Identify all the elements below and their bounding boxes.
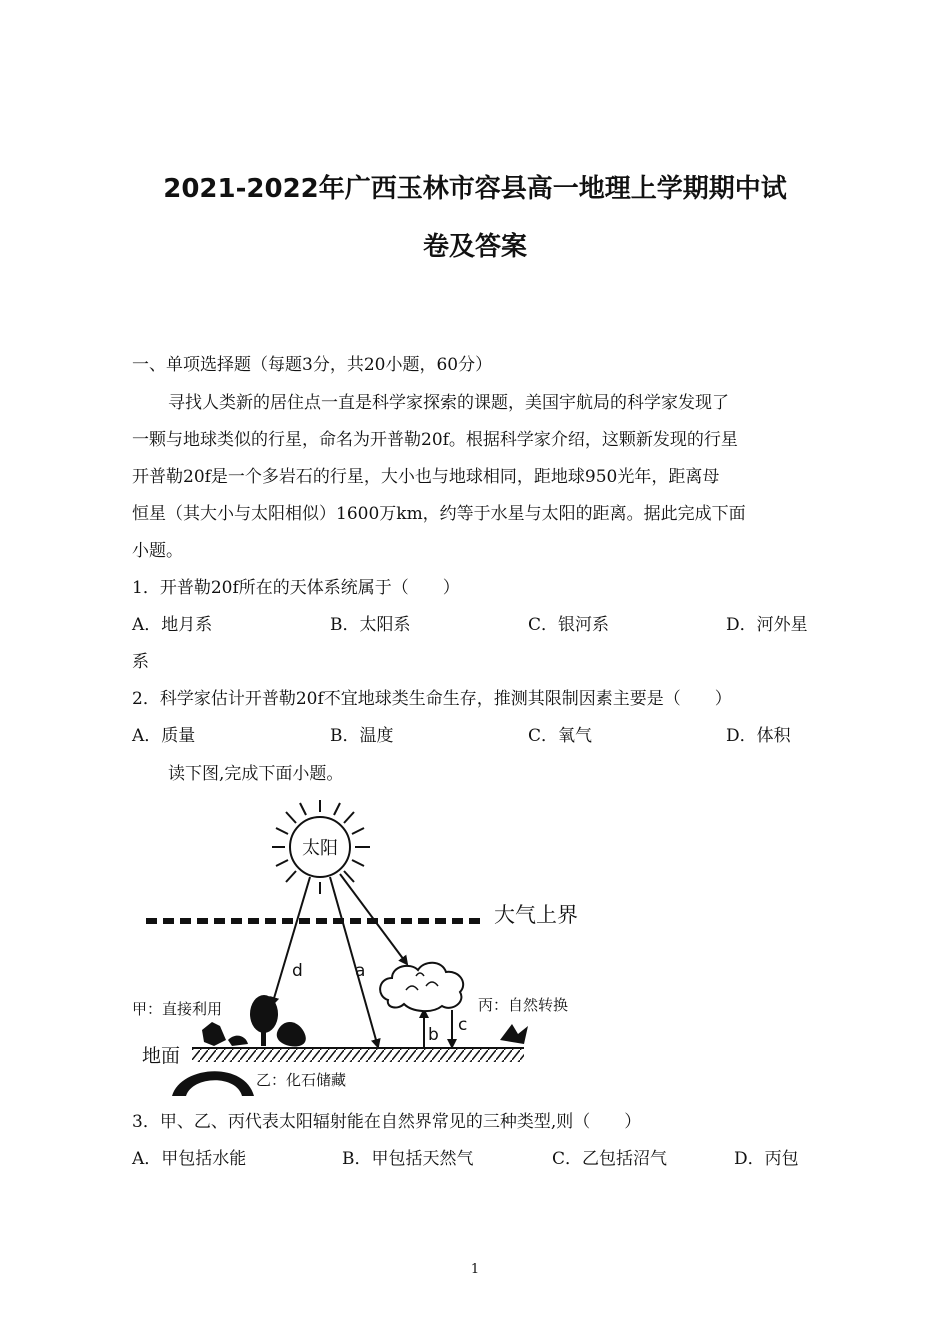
arrow-d xyxy=(272,877,310,1005)
yi-label: 乙：化石储藏 xyxy=(256,1071,347,1089)
q3-option-b: B．甲包括天然气 xyxy=(342,1149,474,1169)
q2-option-b: B．温度 xyxy=(330,726,394,746)
page-number: 1 xyxy=(470,1262,480,1277)
q1-option-d: D．河外星 xyxy=(726,615,808,635)
passage-line: 开普勒20f是一个多岩石的行星，大小也与地球相同，距地球950光年，距离母 xyxy=(132,467,720,487)
q3-option-c: C．乙包括沼气 xyxy=(552,1149,668,1169)
q2-option-c: C．氧气 xyxy=(528,726,593,746)
sun-label: 太阳 xyxy=(302,838,338,859)
document-title-line1: 2021-2022年广西玉林市容县高一地理上学期期中试 xyxy=(163,174,787,204)
cloud-icon xyxy=(380,963,463,1011)
q1-option-c: C．银河系 xyxy=(528,615,610,635)
label-d: d xyxy=(292,961,303,981)
bing-label: 丙：自然转换 xyxy=(478,996,569,1014)
q2-option-a: A．质量 xyxy=(132,726,196,746)
q3-option-a: A．甲包括水能 xyxy=(132,1149,247,1169)
q3-option-d: D．丙包 xyxy=(734,1149,799,1169)
question-2-stem: 2．科学家估计开普勒20f不宜地球类生命生存，推测其限制因素主要是（ ） xyxy=(132,689,732,709)
q2-option-d: D．体积 xyxy=(726,726,791,746)
atmosphere-label: 大气上界 xyxy=(494,903,578,927)
arrow-a xyxy=(330,877,378,1047)
section-heading: 一、单项选择题（每题3分，共20小题，60分） xyxy=(132,355,493,375)
fossil-storage-icon xyxy=(172,1071,254,1096)
document-title-line2: 卷及答案 xyxy=(422,232,527,262)
figure-prompt: 读下图,完成下面小题。 xyxy=(168,764,344,784)
passage-line: 恒星（其大小与太阳相似）1600万km，约等于水星与太阳的距离。据此完成下面 xyxy=(132,504,746,524)
q1-option-d-wrap: 系 xyxy=(132,652,149,672)
q1-option-b: B．太阳系 xyxy=(330,615,411,635)
ground-surface xyxy=(192,1048,524,1062)
natural-conversion-icon xyxy=(500,1024,528,1044)
question-1-stem: 1．开普勒20f所在的天体系统属于（ ） xyxy=(132,578,460,598)
question-3-stem: 3．甲、乙、丙代表太阳辐射能在自然界常见的三种类型,则（ ） xyxy=(132,1112,642,1132)
passage-line: 寻找人类新的居住点一直是科学家探索的课题，美国宇航局的科学家发现了 xyxy=(168,393,729,413)
ground-label: 地面 xyxy=(142,1045,181,1067)
label-c: c xyxy=(458,1015,468,1035)
q1-option-a: A．地月系 xyxy=(132,615,213,635)
jia-label: 甲：直接利用 xyxy=(132,1000,223,1018)
passage-line: 一颗与地球类似的行星，命名为开普勒20f。根据科学家介绍，这颗新发现的行星 xyxy=(132,430,738,450)
passage-line: 小题。 xyxy=(132,541,183,561)
label-a: a xyxy=(355,961,366,981)
label-b: b xyxy=(428,1025,439,1045)
